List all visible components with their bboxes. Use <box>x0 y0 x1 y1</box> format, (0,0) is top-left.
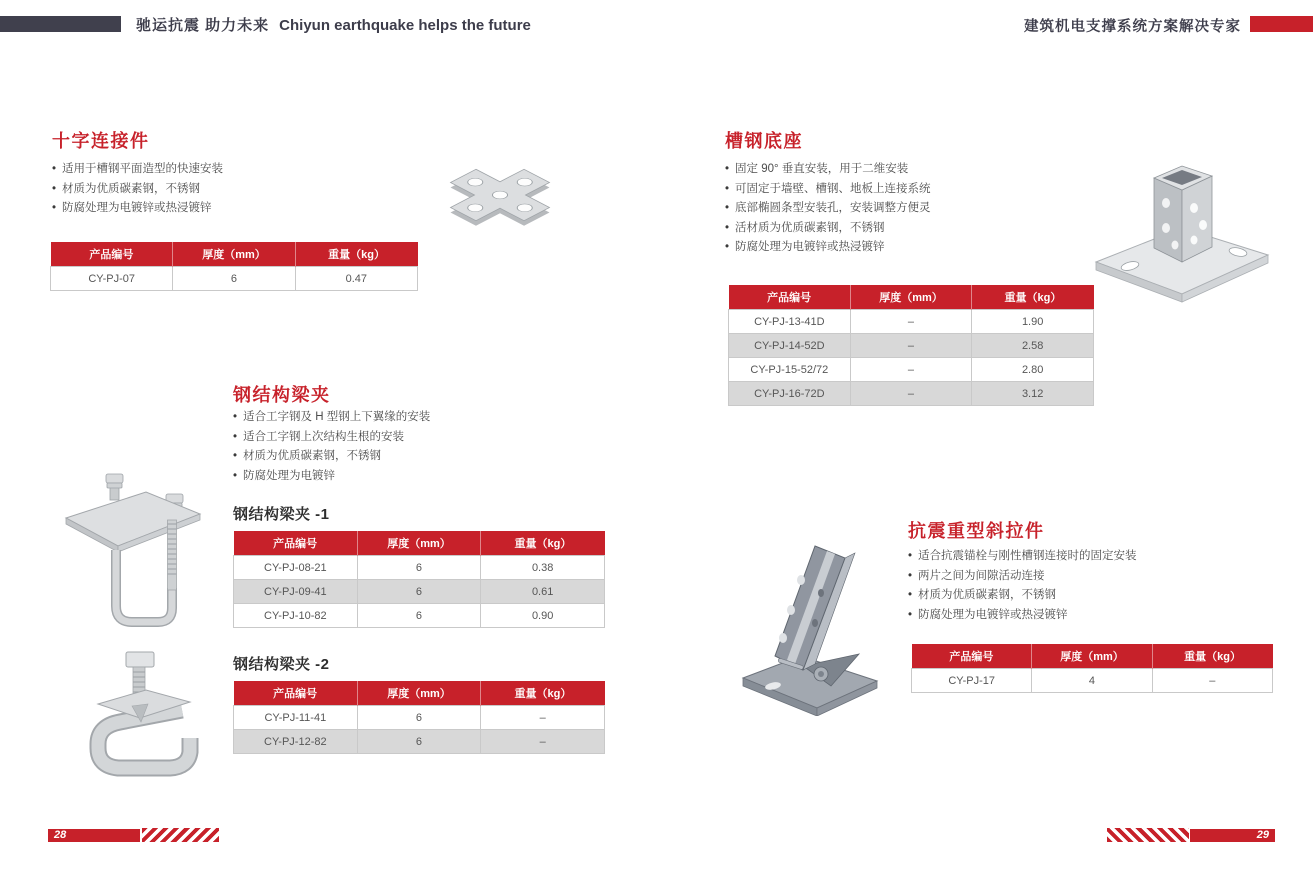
cross-connector-illustration <box>422 143 577 253</box>
table-cell: 1.90 <box>972 310 1094 334</box>
table-row <box>729 358 1094 382</box>
table-cell: 2.80 <box>972 358 1094 382</box>
header-slogan-en: Chiyun earthquake helps the future <box>279 17 531 34</box>
page-number-left: 28 <box>48 829 140 842</box>
product-table-beam-clamp-1 <box>233 531 605 628</box>
product-table-diagonal-brace <box>911 644 1273 693</box>
table-cell: 0.90 <box>481 604 605 628</box>
table-cell: 0.61 <box>481 580 605 604</box>
product-table-channel-base <box>728 285 1094 406</box>
feature-list-channel-base <box>725 163 931 261</box>
column-header: 厚度（mm） <box>1032 644 1152 669</box>
bullet-item: • 可固定于墙壁、槽钢、地板上连接系统 <box>725 183 931 196</box>
subsection-title-beam-clamp-2: 钢结构梁夹 -2 <box>233 656 330 673</box>
table-row <box>912 669 1273 693</box>
header-left-slogan <box>136 14 531 35</box>
product-table-beam-clamp-2 <box>233 681 605 754</box>
header-right-bar <box>1250 16 1313 32</box>
table-cell: CY-PJ-08-21 <box>234 556 358 580</box>
bullet-item: • 活材质为优质碳素钢，不锈钢 <box>725 222 931 235</box>
diagonal-brace-illustration <box>733 538 885 716</box>
channel-base-illustration <box>1088 148 1276 306</box>
column-header: 产品编号 <box>234 531 358 556</box>
bullet-item: • 底部椭圆条型安装孔，安装调整方便灵 <box>725 202 931 215</box>
footer-stripes-right <box>1107 828 1189 842</box>
table-row <box>234 604 605 628</box>
table-cell: CY-PJ-09-41 <box>234 580 358 604</box>
beam-clamp-2-illustration <box>64 642 219 790</box>
table-row <box>234 580 605 604</box>
table-cell: CY-PJ-07 <box>51 267 173 291</box>
feature-list-diagonal-brace <box>908 550 1137 628</box>
bullet-item: • 适合抗震锚栓与刚性槽钢连接时的固定安装 <box>908 550 1137 563</box>
table-row <box>729 382 1094 406</box>
bullet-item: • 防腐处理为电镀锌 <box>233 470 430 483</box>
bullet-item: • 适合工字钢及 H 型钢上下翼缘的安装 <box>233 411 430 424</box>
table-cell: CY-PJ-15-52/72 <box>729 358 851 382</box>
section-title-cross-connector: 十字连接件 <box>52 131 150 151</box>
bullet-item: • 适用于槽钢平面造型的快速安装 <box>52 163 223 176</box>
bullet-item: • 防腐处理为电镀锌或热浸镀锌 <box>52 202 223 215</box>
table-cell: CY-PJ-17 <box>912 669 1032 693</box>
section-title-channel-base: 槽钢底座 <box>725 131 803 151</box>
column-header: 重量（kg） <box>1152 644 1272 669</box>
table-cell: 0.47 <box>295 267 417 291</box>
table-cell: CY-PJ-11-41 <box>234 706 358 730</box>
section-title-diagonal-brace: 抗震重型斜拉件 <box>908 521 1045 541</box>
table-cell: 6 <box>357 604 481 628</box>
column-header: 重量（kg） <box>295 242 417 267</box>
bullet-item: • 材质为优质碳素钢，不锈钢 <box>233 450 430 463</box>
feature-list-cross-connector <box>52 163 223 222</box>
column-header: 重量（kg） <box>481 681 605 706</box>
table-row <box>234 556 605 580</box>
table-cell: 0.38 <box>481 556 605 580</box>
bullet-item: • 材质为优质碳素钢，不锈钢 <box>52 183 223 196</box>
table-cell: – <box>481 730 605 754</box>
table-header-row <box>234 531 605 556</box>
column-header: 重量（kg） <box>972 285 1094 310</box>
table-cell: – <box>850 382 972 406</box>
subsection-title-beam-clamp-1: 钢结构梁夹 -1 <box>233 506 330 523</box>
table-cell: – <box>481 706 605 730</box>
section-title-beam-clamp: 钢结构梁夹 <box>233 385 331 405</box>
header-slogan-cn: 驰运抗震 助力未来 <box>136 17 270 34</box>
table-cell: CY-PJ-13-41D <box>729 310 851 334</box>
table-cell: 6 <box>357 556 481 580</box>
column-header: 产品编号 <box>234 681 358 706</box>
table-cell: 6 <box>173 267 295 291</box>
beam-clamp-1-illustration <box>50 468 220 640</box>
table-cell: CY-PJ-10-82 <box>234 604 358 628</box>
table-cell: 4 <box>1032 669 1152 693</box>
header-right-slogan: 建筑机电支撑系统方案解决专家 <box>1024 19 1241 35</box>
bullet-item: • 防腐处理为电镀锌或热浸镀锌 <box>908 609 1137 622</box>
table-cell: – <box>850 334 972 358</box>
bullet-item: • 材质为优质碳素钢，不锈钢 <box>908 589 1137 602</box>
table-row <box>234 706 605 730</box>
table-cell: CY-PJ-12-82 <box>234 730 358 754</box>
column-header: 厚度（mm） <box>850 285 972 310</box>
page-number-right: 29 <box>1190 829 1275 842</box>
table-header-row <box>729 285 1094 310</box>
bullet-item: • 固定 90° 垂直安装，用于二维安装 <box>725 163 931 176</box>
column-header: 厚度（mm） <box>357 681 481 706</box>
table-cell: 6 <box>357 730 481 754</box>
column-header: 厚度（mm） <box>173 242 295 267</box>
table-header-row <box>51 242 418 267</box>
product-table-cross-connector <box>50 242 418 291</box>
table-row <box>51 267 418 291</box>
bullet-item: • 防腐处理为电镀锌或热浸镀锌 <box>725 241 931 254</box>
footer-stripes-left <box>142 828 219 842</box>
table-cell: 2.58 <box>972 334 1094 358</box>
table-cell: – <box>1152 669 1272 693</box>
table-cell: – <box>850 358 972 382</box>
table-cell: – <box>850 310 972 334</box>
table-header-row <box>912 644 1273 669</box>
column-header: 重量（kg） <box>481 531 605 556</box>
table-cell: 6 <box>357 580 481 604</box>
table-cell: 3.12 <box>972 382 1094 406</box>
column-header: 产品编号 <box>912 644 1032 669</box>
table-cell: 6 <box>357 706 481 730</box>
header-left-bar <box>0 16 121 32</box>
column-header: 产品编号 <box>51 242 173 267</box>
column-header: 产品编号 <box>729 285 851 310</box>
table-cell: CY-PJ-16-72D <box>729 382 851 406</box>
table-row <box>234 730 605 754</box>
table-cell: CY-PJ-14-52D <box>729 334 851 358</box>
bullet-item: • 两片之间为间隙活动连接 <box>908 570 1137 583</box>
table-header-row <box>234 681 605 706</box>
column-header: 厚度（mm） <box>357 531 481 556</box>
table-row <box>729 310 1094 334</box>
table-row <box>729 334 1094 358</box>
feature-list-beam-clamp <box>233 411 430 489</box>
bullet-item: • 适合工字钢上次结构生根的安装 <box>233 431 430 444</box>
